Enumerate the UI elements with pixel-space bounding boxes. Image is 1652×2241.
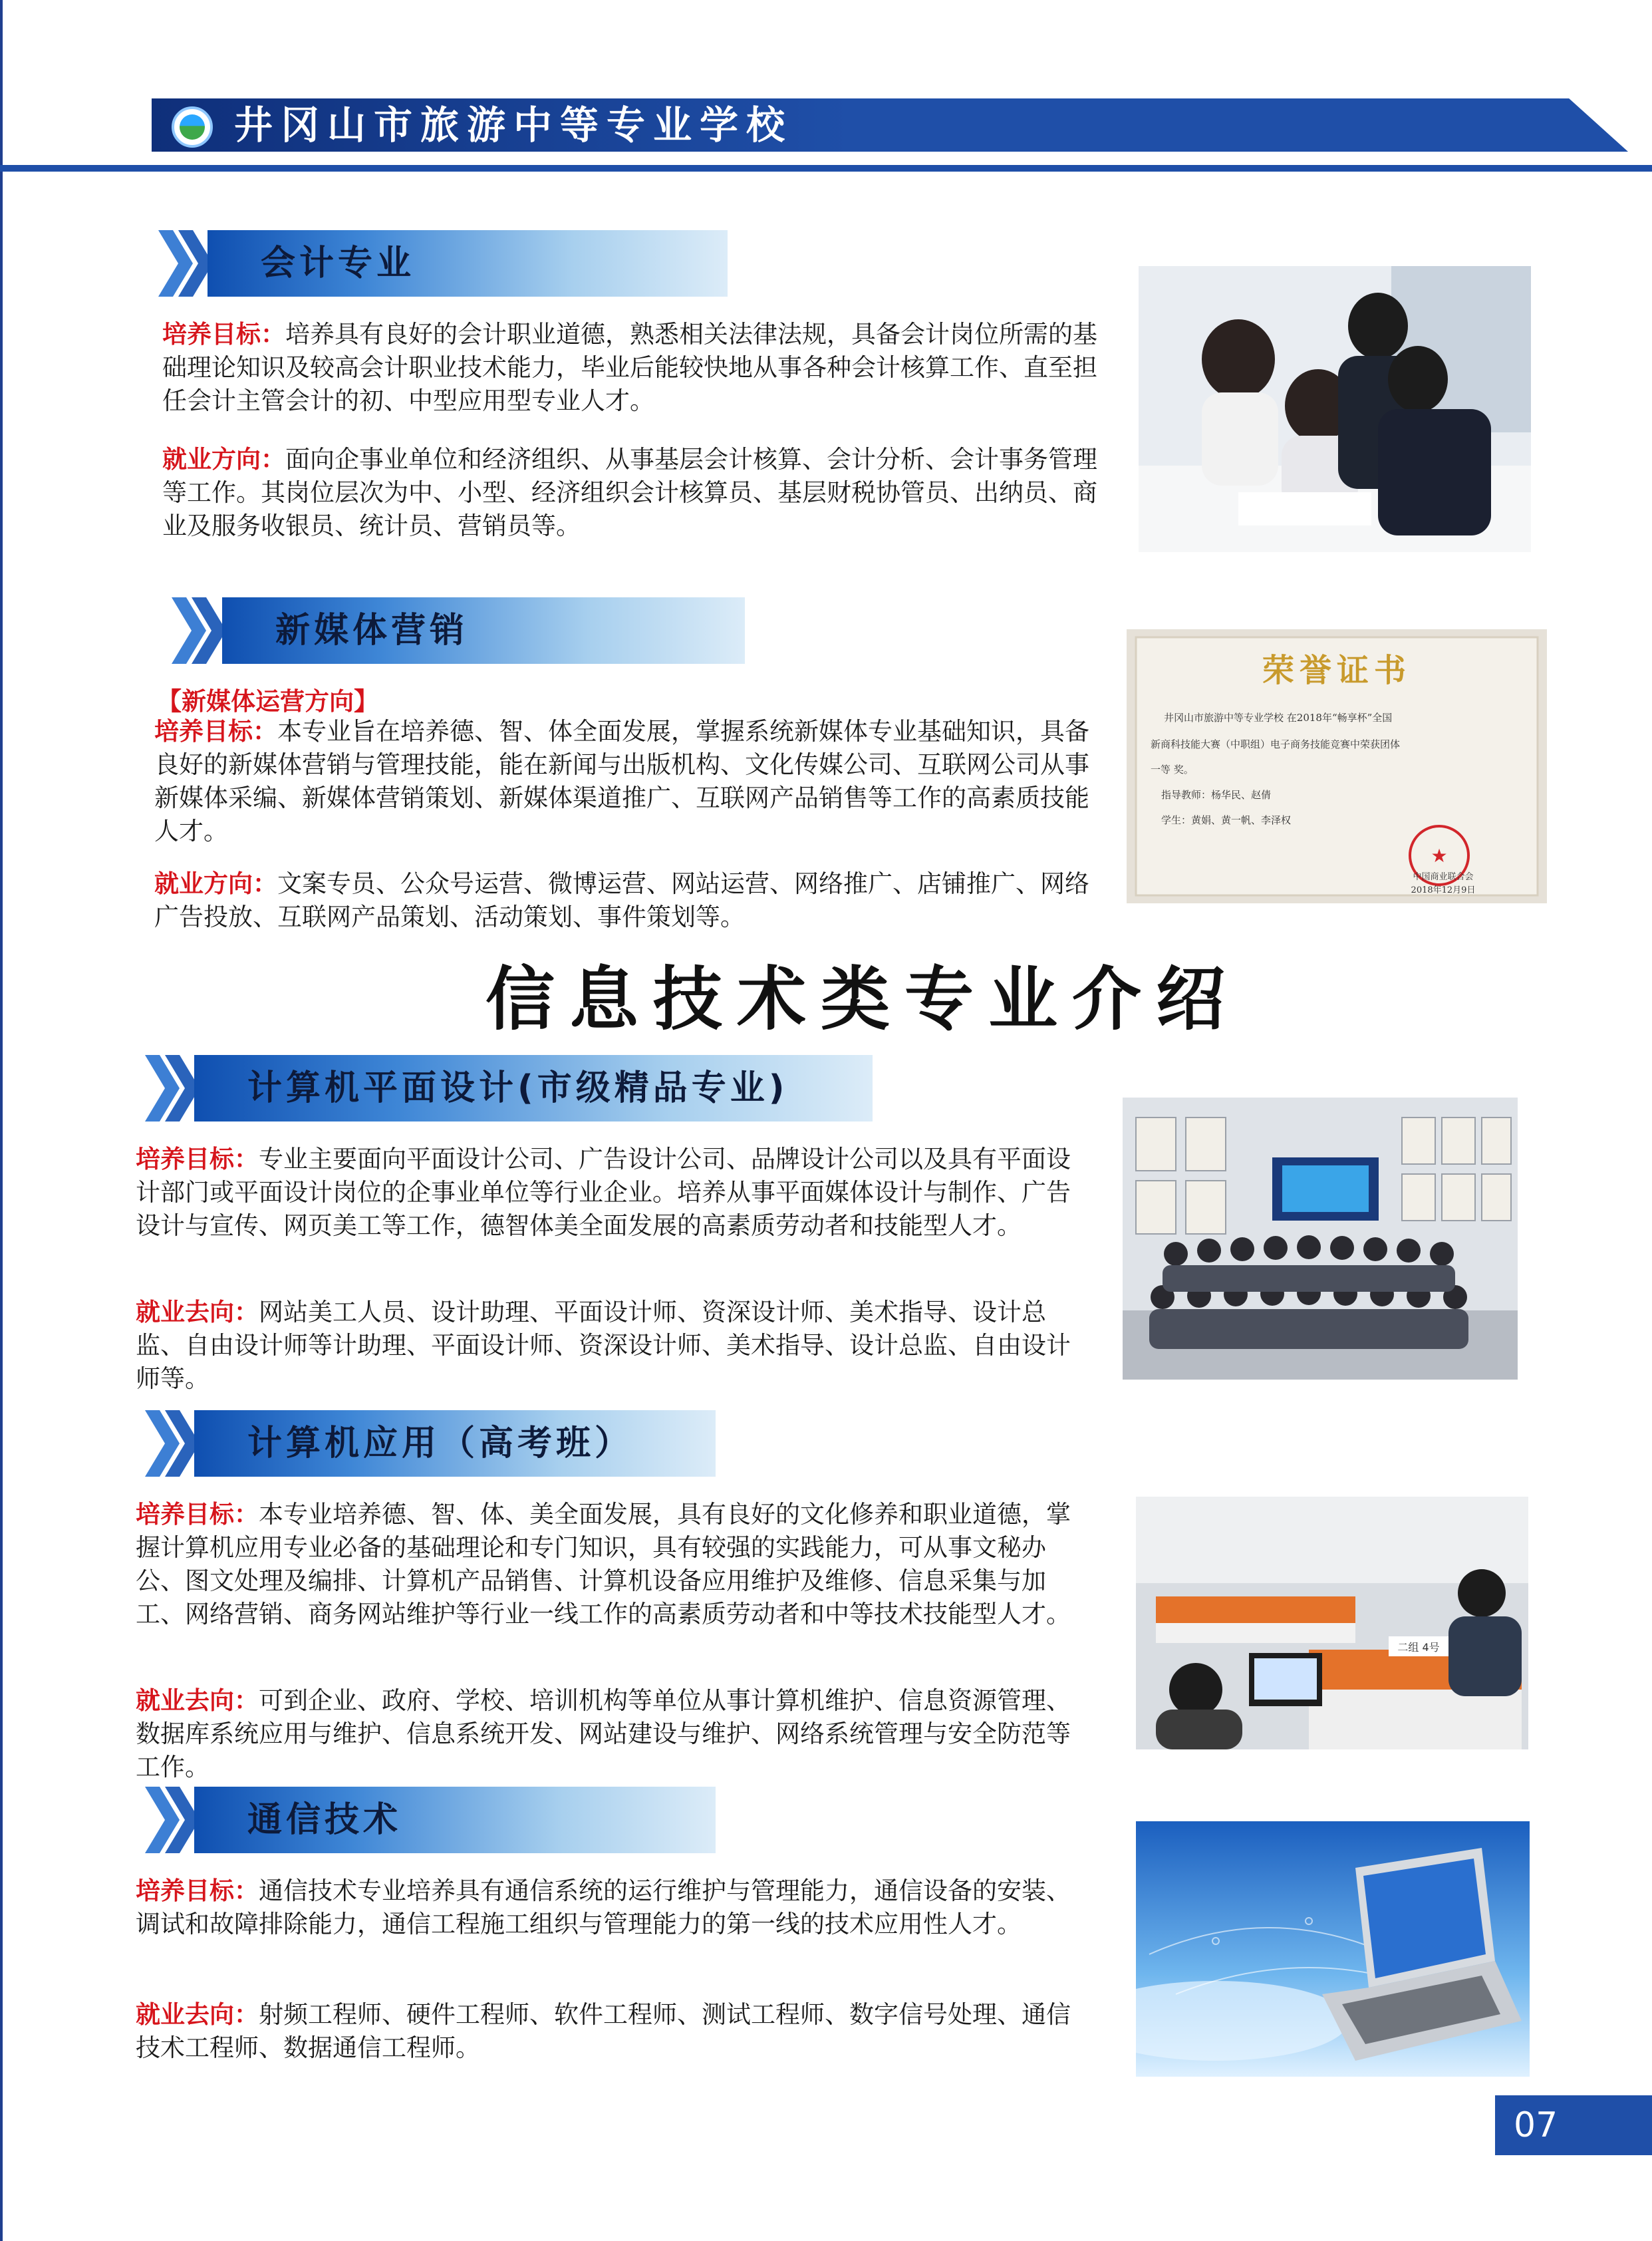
category-title: 信息技术类专业介绍 (485, 958, 1240, 1040)
school-name: 井冈山市旅游中等专业学校 (234, 102, 793, 148)
communication-career (136, 1998, 1088, 2065)
certificate-line-3: 一等 奖。 (1151, 764, 1194, 776)
goal-label: 培养目标： (136, 1500, 259, 1529)
new-media-career (154, 867, 1102, 934)
laptop-network-image (1136, 1821, 1530, 2077)
career-text: 面向企事业单位和经济组织、从事基层会计核算、会计分析、会计事务管理等工作。其岗位层次为中、小型、经济组织会计核算员、基层财税协管员、出纳员、商业及服务收银员、统计员、营销员等。 (162, 445, 1097, 540)
career-text: 射频工程师、硬件工程师、软件工程师、测试工程师、数字信号处理、通信技术工程师、数据通信工程师。 (136, 2000, 1071, 2062)
page-number: 07 (1495, 2095, 1652, 2155)
computer-lab-photo (1136, 1497, 1528, 1749)
section-title-graphic-design: 计算机平面设计(市级精品专业) (194, 1055, 873, 1121)
career-label: 就业方向： (154, 869, 277, 898)
section-title-communication: 通信技术 (194, 1787, 716, 1853)
goal-label: 培养目标： (162, 320, 285, 349)
header-divider (0, 165, 1652, 172)
new-media-goal (154, 715, 1102, 848)
certificate-students: 学生：黄娟、黄一帆、李泽权 (1161, 814, 1292, 826)
office-team-photo (1139, 266, 1531, 552)
certificate-teachers: 指导教师：杨华民、赵倩 (1161, 789, 1272, 801)
computer-application-career (136, 1684, 1088, 1784)
accounting-career (162, 443, 1100, 543)
goal-label: 培养目标： (136, 1145, 259, 1173)
graphic-design-career (136, 1296, 1088, 1396)
class-group-photo (1123, 1098, 1518, 1380)
section-title-new-media: 新媒体营销 (222, 597, 745, 664)
goal-text: 专业主要面向平面设计公司、广告设计公司、品牌设计公司以及具有平面设计部门或平面设计岗位的企事业单位等行业企业。培养从事平面媒体设计与制作、广告设计与宣传、网页美工等工作，德智体美全面发展的高素质劳动者和技能型人才。 (136, 1145, 1071, 1240)
career-text: 文案专员、公众号运营、微博运营、网站运营、网络推广、店铺推广、网络广告投放、互联网产品策划、活动策划、事件策划等。 (154, 869, 1089, 931)
section-title-accounting: 会计专业 (207, 230, 728, 297)
career-label: 就业去向： (136, 1686, 259, 1715)
certificate-issuer: 中国商业联合会 (1413, 872, 1474, 882)
honor-certificate-image (1127, 629, 1547, 903)
career-text: 可到企业、政府、学校、培训机构等单位从事计算机维护、信息资源管理、数据库系统应用与维护、信息系统开发、网站建设与维护、网络系统管理与安全防范等工作。 (136, 1686, 1071, 1781)
certificate-date: 2018年12月9日 (1411, 885, 1476, 895)
goal-label: 培养目标： (154, 717, 277, 746)
accounting-goal (162, 318, 1100, 418)
school-logo-icon (172, 106, 213, 148)
goal-text: 通信技术专业培养具有通信系统的运行维护与管理能力，通信设备的安装、调试和故障排除能力，通信工程施工组织与管理能力的第一线的技术应用性人才。 (136, 1876, 1071, 1938)
graphic-design-goal (136, 1143, 1088, 1243)
certificate-line-1: 井冈山市旅游中等专业学校 在2018年“畅享杯”全国 (1164, 712, 1393, 724)
career-text: 网站美工人员、设计助理、平面设计师、资深设计师、美术指导、设计总监、自由设计师等计助理、平面设计师、资深设计师、美术指导、设计总监、自由设计师等。 (136, 1298, 1071, 1393)
goal-label: 培养目标： (136, 1876, 259, 1905)
career-label: 就业方向： (162, 445, 285, 474)
section-title-computer-application: 计算机应用（高考班） (194, 1410, 716, 1477)
new-media-sub-label: 【新媒体运营方向】 (157, 687, 378, 716)
desk-sign: 二组 4号 (1397, 1641, 1440, 1654)
career-label: 就业去向： (136, 2000, 259, 2029)
goal-text: 本专业旨在培养德、智、体全面发展，掌握系统新媒体专业基础知识，具备良好的新媒体营销与管理技能，能在新闻与出版机构、文化传媒公司、互联网公司从事新媒体采编、新媒体营销策划、新媒体渠道推广、互联网产品销售等工作的高素质技能人才。 (154, 717, 1089, 845)
seal-star-icon: ★ (1431, 845, 1448, 867)
goal-text: 本专业培养德、智、体、美全面发展，具有良好的文化修养和职业道德，掌握计算机应用专业必备的基础理论和专门知识，具有较强的实践能力，可从事文秘办公、图文处理及编排、计算机产品销售、计算机设备应用维护及维修、信息采集与加工、网络营销、商务网站维护等行业一线工作的高素质劳动者和中等技术技能型人才。 (136, 1500, 1071, 1628)
communication-goal (136, 1874, 1088, 1941)
goal-text: 培养具有良好的会计职业道德，熟悉相关法律法规，具备会计岗位所需的基础理论知识及较高会计职业技术能力，毕业后能较快地从事各种会计核算工作、直至担任会计主管会计的初、中型应用型专业人才。 (162, 320, 1097, 415)
certificate-title: 荣誉证书 (1262, 652, 1412, 689)
computer-application-goal (136, 1498, 1088, 1631)
certificate-line-2: 新商科技能大赛（中职组）电子商务技能竞赛中荣获团体 (1151, 738, 1401, 750)
career-label: 就业去向： (136, 1298, 259, 1326)
page-left-border (0, 0, 3, 2241)
